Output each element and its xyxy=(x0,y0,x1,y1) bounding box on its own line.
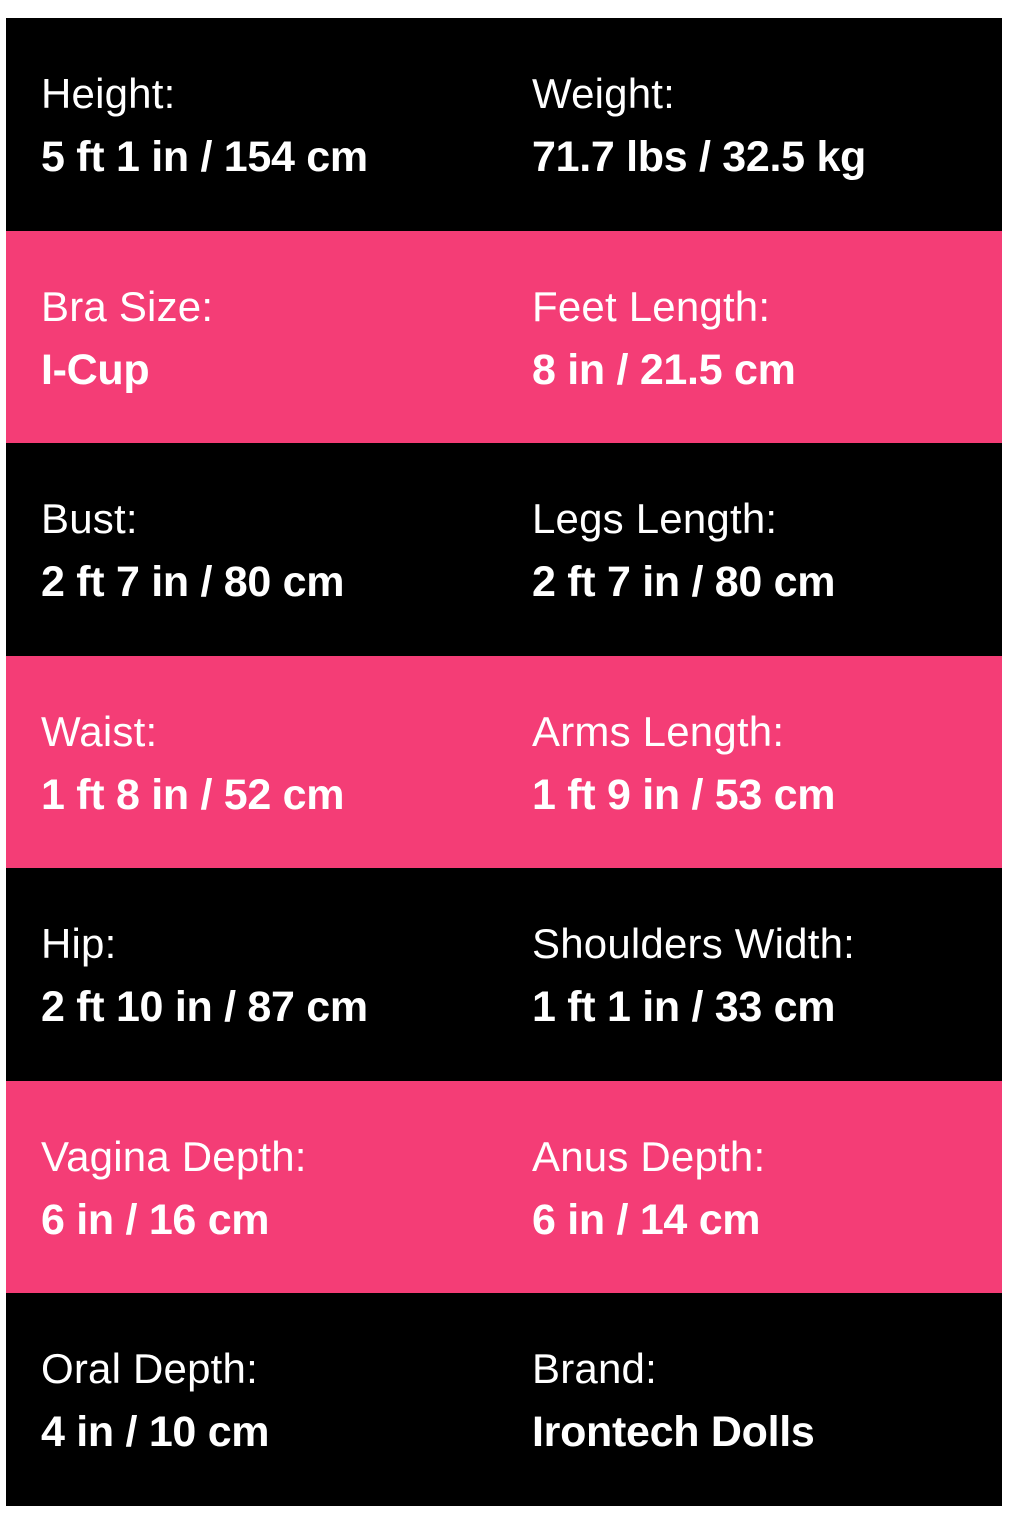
spec-cell-weight xyxy=(504,18,1002,231)
spec-cell-anus-depth xyxy=(504,1081,1002,1294)
spec-value-oral-depth: 4 in / 10 cm xyxy=(41,1408,270,1456)
spec-label-height: Height: xyxy=(41,70,176,117)
spec-row-hip-shoulders xyxy=(6,868,1002,1081)
spec-cell-brand xyxy=(504,1293,1002,1506)
spec-row-depths xyxy=(6,1081,1002,1294)
spec-value-weight: 71.7 lbs / 32.5 kg xyxy=(532,133,867,181)
spec-label-legs-length: Legs Length: xyxy=(532,495,778,542)
spec-label-brand: Brand: xyxy=(532,1345,657,1392)
spec-cell-bra-size xyxy=(6,231,504,444)
spec-cell-bust xyxy=(6,443,504,656)
spec-row-oral-brand xyxy=(6,1293,1002,1506)
spec-value-shoulders-width: 1 ft 1 in / 33 cm xyxy=(532,983,836,1031)
spec-cell-arms-length xyxy=(504,656,1002,869)
spec-label-bra-size: Bra Size: xyxy=(41,282,214,330)
spec-label-hip: Hip: xyxy=(41,920,117,967)
spec-label-oral-depth: Oral Depth: xyxy=(41,1345,258,1392)
spec-cell-feet-length xyxy=(504,231,1002,444)
spec-value-waist: 1 ft 8 in / 52 cm xyxy=(41,770,345,819)
spec-label-arms-length: Arms Length: xyxy=(532,707,785,755)
spec-row-height-weight xyxy=(6,18,1002,231)
spec-cell-shoulders-width xyxy=(504,868,1002,1081)
spec-label-vagina-depth: Vagina Depth: xyxy=(41,1132,307,1180)
spec-cell-vagina-depth xyxy=(6,1081,504,1294)
spec-value-vagina-depth: 6 in / 16 cm xyxy=(41,1195,270,1244)
spec-value-feet-length: 8 in / 21.5 cm xyxy=(532,345,796,394)
spec-cell-waist xyxy=(6,656,504,869)
specifications-table xyxy=(6,18,1002,1506)
spec-value-bust: 2 ft 7 in / 80 cm xyxy=(41,558,345,606)
spec-row-bra-feet xyxy=(6,231,1002,444)
spec-value-brand: Irontech Dolls xyxy=(532,1408,815,1456)
spec-cell-height xyxy=(6,18,504,231)
spec-label-shoulders-width: Shoulders Width: xyxy=(532,920,856,967)
spec-cell-legs-length xyxy=(504,443,1002,656)
spec-label-feet-length: Feet Length: xyxy=(532,282,771,330)
spec-row-waist-arms xyxy=(6,656,1002,869)
spec-label-weight: Weight: xyxy=(532,70,676,117)
spec-value-anus-depth: 6 in / 14 cm xyxy=(532,1195,761,1244)
spec-value-arms-length: 1 ft 9 in / 53 cm xyxy=(532,770,836,819)
spec-value-height: 5 ft 1 in / 154 cm xyxy=(41,133,368,181)
spec-label-anus-depth: Anus Depth: xyxy=(532,1132,766,1180)
spec-cell-hip xyxy=(6,868,504,1081)
spec-label-bust: Bust: xyxy=(41,495,138,542)
spec-value-hip: 2 ft 10 in / 87 cm xyxy=(41,983,368,1031)
spec-label-waist: Waist: xyxy=(41,707,158,755)
spec-cell-oral-depth xyxy=(6,1293,504,1506)
spec-value-bra-size: I-Cup xyxy=(41,345,150,394)
spec-value-legs-length: 2 ft 7 in / 80 cm xyxy=(532,558,836,606)
spec-row-bust-legs xyxy=(6,443,1002,656)
